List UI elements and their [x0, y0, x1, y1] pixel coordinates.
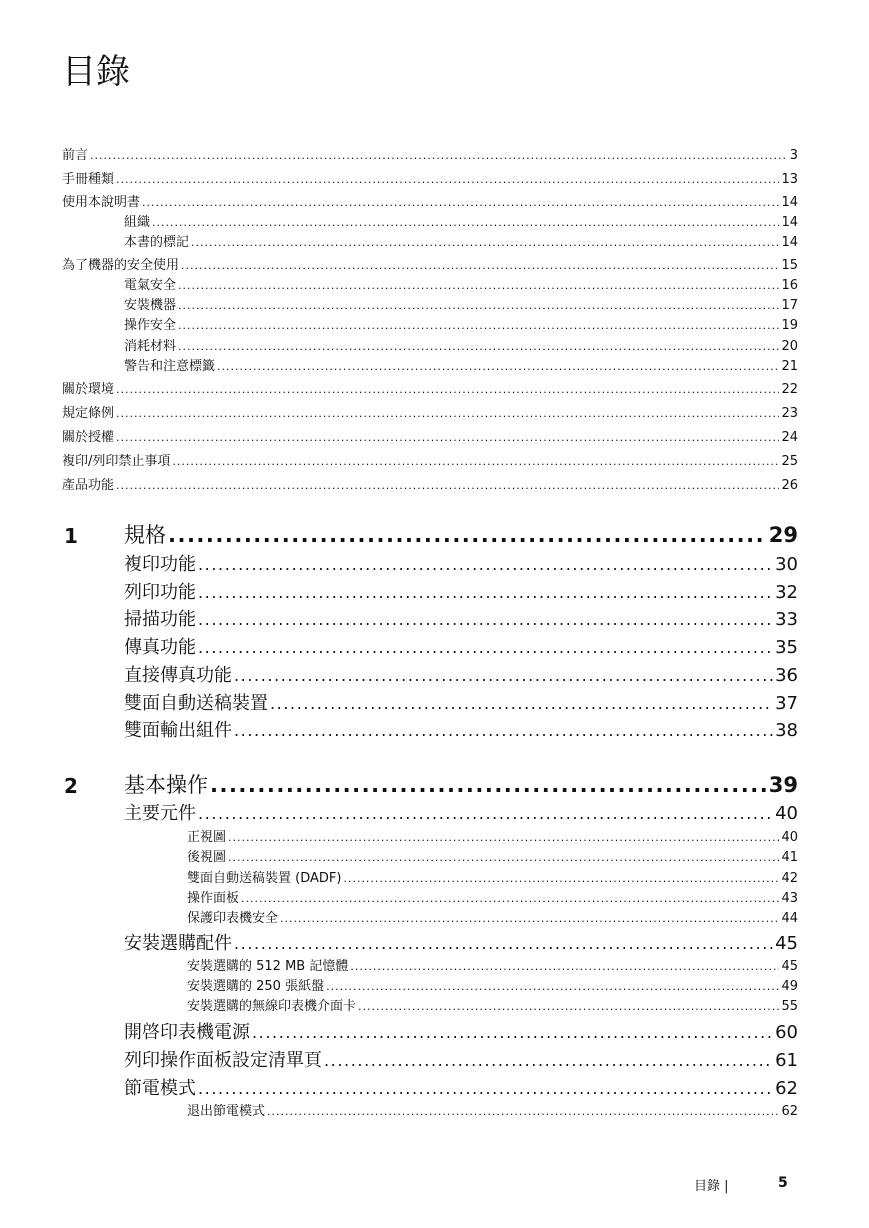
toc-entry-label: 使用本說明書 — [62, 195, 141, 210]
toc-subentry[interactable] — [124, 316, 798, 336]
toc-entry-page: 37 — [775, 693, 798, 714]
leader-dots — [198, 800, 773, 828]
page-number: 5 — [778, 1175, 788, 1191]
toc-entry-page: 19 — [781, 318, 798, 333]
toc-entry-page: 61 — [775, 1050, 798, 1071]
leader-dots — [358, 997, 779, 1017]
leader-dots — [198, 606, 773, 634]
toc-entry-page: 14 — [781, 215, 798, 230]
toc-subentry[interactable] — [187, 889, 798, 909]
toc-entry-label: 電氣安全 — [124, 278, 177, 293]
toc-entry[interactable] — [62, 404, 798, 424]
leader-dots — [142, 193, 779, 213]
toc-section[interactable] — [124, 717, 798, 745]
leader-dots — [178, 276, 779, 296]
toc-entry-page: 17 — [781, 298, 798, 313]
toc-entry-label: 雙面自動送稿裝置 — [124, 693, 268, 714]
toc-subentry[interactable] — [187, 1102, 798, 1122]
toc-entry-label: 列印操作面板設定清單頁 — [124, 1050, 322, 1071]
toc-entry-label: 複印/列印禁止事項 — [62, 454, 171, 469]
toc-entry-label: 節電模式 — [124, 1078, 196, 1099]
toc-entry-page: 23 — [781, 406, 798, 421]
leader-dots — [270, 690, 773, 718]
leader-dots — [198, 579, 773, 607]
leader-dots — [198, 634, 773, 662]
toc-entry-page: 33 — [775, 609, 798, 630]
toc-entry-page: 26 — [781, 478, 798, 493]
toc-subentry[interactable] — [124, 357, 798, 377]
toc-entry-label: 本書的標記 — [124, 235, 190, 250]
leader-dots — [343, 869, 779, 889]
leader-dots — [217, 357, 779, 377]
toc-entry[interactable] — [62, 428, 798, 448]
toc-entry-label: 開啓印表機電源 — [124, 1022, 250, 1043]
toc-subentry[interactable] — [124, 276, 798, 296]
leader-dots — [178, 316, 779, 336]
toc-entry-label: 關於授權 — [62, 430, 115, 445]
toc-entry-page: 32 — [775, 582, 798, 603]
toc-entry-label: 正視圖 — [187, 830, 227, 845]
toc-entry-page: 22 — [781, 382, 798, 397]
toc-subentry[interactable] — [187, 997, 798, 1017]
toc-entry-page: 14 — [781, 195, 798, 210]
toc-entry-page: 49 — [781, 979, 798, 994]
leader-dots — [198, 551, 773, 579]
toc-entry-label: 操作安全 — [124, 318, 177, 333]
leader-dots — [168, 520, 767, 550]
toc-entry-label: 關於環境 — [62, 382, 115, 397]
toc-entry-page: 38 — [775, 720, 798, 741]
toc-subentry[interactable] — [187, 977, 798, 997]
toc-entry-label: 安裝選購的無線印表機介面卡 — [187, 999, 357, 1014]
leader-dots — [152, 213, 779, 233]
toc-subentry[interactable] — [124, 233, 798, 253]
leader-dots — [326, 977, 779, 997]
toc-entry-page: 41 — [781, 850, 798, 865]
toc-entry[interactable] — [62, 380, 798, 400]
toc-entry-label: 傳真功能 — [124, 637, 196, 658]
toc-entry-label: 安裝選購的 250 張紙盤 — [187, 979, 325, 994]
leader-dots — [198, 1075, 773, 1103]
toc-entry-label: 消耗材料 — [124, 339, 177, 354]
toc-subentry[interactable] — [124, 213, 798, 233]
toc-entry[interactable] — [62, 452, 798, 472]
toc-entry-page: 43 — [781, 891, 798, 906]
toc-subentry[interactable] — [187, 828, 798, 848]
leader-dots — [178, 296, 779, 316]
toc-subentry[interactable] — [187, 909, 798, 929]
toc-entry-label: 安裝選購配件 — [124, 933, 232, 954]
toc-entry-label: 主要元件 — [124, 803, 196, 824]
toc-subentry[interactable] — [187, 957, 798, 977]
toc-entry-label: 後視圖 — [187, 850, 227, 865]
leader-dots — [280, 909, 779, 929]
chapter-page: 39 — [768, 773, 798, 797]
toc-entry[interactable] — [62, 256, 798, 276]
toc-entry-label: 列印功能 — [124, 582, 196, 603]
toc-subentry[interactable] — [124, 296, 798, 316]
toc-section[interactable] — [124, 606, 798, 634]
toc-subentry[interactable] — [187, 848, 798, 868]
leader-dots — [350, 957, 779, 977]
leader-dots — [116, 404, 779, 424]
toc-entry-page: 45 — [775, 933, 798, 954]
toc-entry-label: 警告和注意標籤 — [124, 359, 216, 374]
leader-dots — [90, 146, 788, 166]
toc-chapter-heading[interactable] — [124, 770, 798, 800]
leader-dots — [191, 233, 779, 253]
toc-subentry[interactable] — [124, 337, 798, 357]
toc-entry-page: 40 — [775, 803, 798, 824]
toc-entry-label: 安裝選購的 512 MB 記憶體 — [187, 959, 349, 974]
toc-entry-page: 14 — [781, 235, 798, 250]
toc-entry-label: 掃描功能 — [124, 609, 196, 630]
chapter-number: 1 — [64, 524, 78, 548]
toc-section[interactable] — [124, 690, 798, 718]
chapter-title: 規格 — [124, 523, 166, 547]
toc-entry[interactable] — [62, 476, 798, 496]
toc-entry-page: 44 — [781, 911, 798, 926]
leader-dots — [178, 337, 779, 357]
leader-dots — [172, 452, 779, 472]
toc-entry-label: 產品功能 — [62, 478, 115, 493]
toc-section[interactable] — [124, 1047, 798, 1075]
toc-section[interactable] — [124, 551, 798, 579]
leader-dots — [234, 717, 773, 745]
footer-section-label: 目錄 | — [694, 1179, 729, 1194]
page-title: 目錄 — [62, 52, 130, 92]
leader-dots — [116, 476, 779, 496]
toc-entry-label: 規定條例 — [62, 406, 115, 421]
leader-dots — [210, 770, 767, 800]
toc-entry-page: 16 — [781, 278, 798, 293]
toc-entry-page: 36 — [775, 665, 798, 686]
toc-entry[interactable] — [62, 193, 798, 213]
leader-dots — [116, 170, 779, 190]
toc-section[interactable] — [124, 579, 798, 607]
leader-dots — [116, 428, 779, 448]
toc-entry-page: 42 — [781, 871, 798, 886]
toc-chapter-heading[interactable] — [124, 520, 798, 550]
toc-entry-page: 20 — [781, 339, 798, 354]
leader-dots — [234, 662, 773, 690]
toc-entry-label: 前言 — [62, 148, 89, 163]
toc-entry-label: 操作面板 — [187, 891, 240, 906]
leader-dots — [181, 256, 779, 276]
toc-entry[interactable] — [62, 170, 798, 190]
toc-section[interactable] — [124, 634, 798, 662]
leader-dots — [116, 380, 779, 400]
toc-entry-page: 3 — [789, 148, 798, 163]
toc-section[interactable] — [124, 662, 798, 690]
toc-entry-page: 62 — [775, 1078, 798, 1099]
leader-dots — [267, 1102, 779, 1122]
toc-entry-label: 雙面輸出組件 — [124, 720, 232, 741]
toc-entry-page: 40 — [781, 830, 798, 845]
toc-entry-page: 55 — [781, 999, 798, 1014]
toc-entry-page: 21 — [781, 359, 798, 374]
toc-entry-label: 退出節電模式 — [187, 1104, 266, 1119]
toc-entry-page: 24 — [781, 430, 798, 445]
toc-section[interactable] — [124, 930, 798, 958]
chapter-title: 基本操作 — [124, 773, 208, 797]
toc-entry-preface[interactable] — [62, 146, 798, 166]
toc-entry-label: 保護印表機安全 — [187, 911, 279, 926]
toc-entry-label: 複印功能 — [124, 554, 196, 575]
leader-dots — [228, 828, 779, 848]
toc-section[interactable] — [124, 800, 798, 828]
leader-dots — [228, 848, 779, 868]
toc-entry-page: 13 — [781, 172, 798, 187]
toc-entry-label: 雙面自動送稿裝置 (DADF) — [187, 871, 342, 886]
toc-entry-label: 組織 — [124, 215, 151, 230]
toc-entry-page: 62 — [781, 1104, 798, 1119]
toc-entry-page: 15 — [781, 258, 798, 273]
toc-entry-label: 直接傳真功能 — [124, 665, 232, 686]
leader-dots — [324, 1047, 773, 1075]
toc-entry-page: 35 — [775, 637, 798, 658]
toc-entry-page: 25 — [781, 454, 798, 469]
leader-dots — [252, 1019, 773, 1047]
toc-entry-label: 手冊種類 — [62, 172, 115, 187]
toc-entry-page: 30 — [775, 554, 798, 575]
toc-entry-label: 為了機器的安全使用 — [62, 258, 180, 273]
toc-section[interactable] — [124, 1019, 798, 1047]
leader-dots — [241, 889, 779, 909]
toc-entry-page: 45 — [781, 959, 798, 974]
toc-section[interactable] — [124, 1075, 798, 1103]
chapter-number: 2 — [64, 774, 78, 798]
chapter-page: 29 — [768, 523, 798, 547]
toc-entry-page: 60 — [775, 1022, 798, 1043]
toc-subentry[interactable] — [187, 869, 798, 889]
toc-entry-label: 安裝機器 — [124, 298, 177, 313]
leader-dots — [234, 930, 773, 958]
